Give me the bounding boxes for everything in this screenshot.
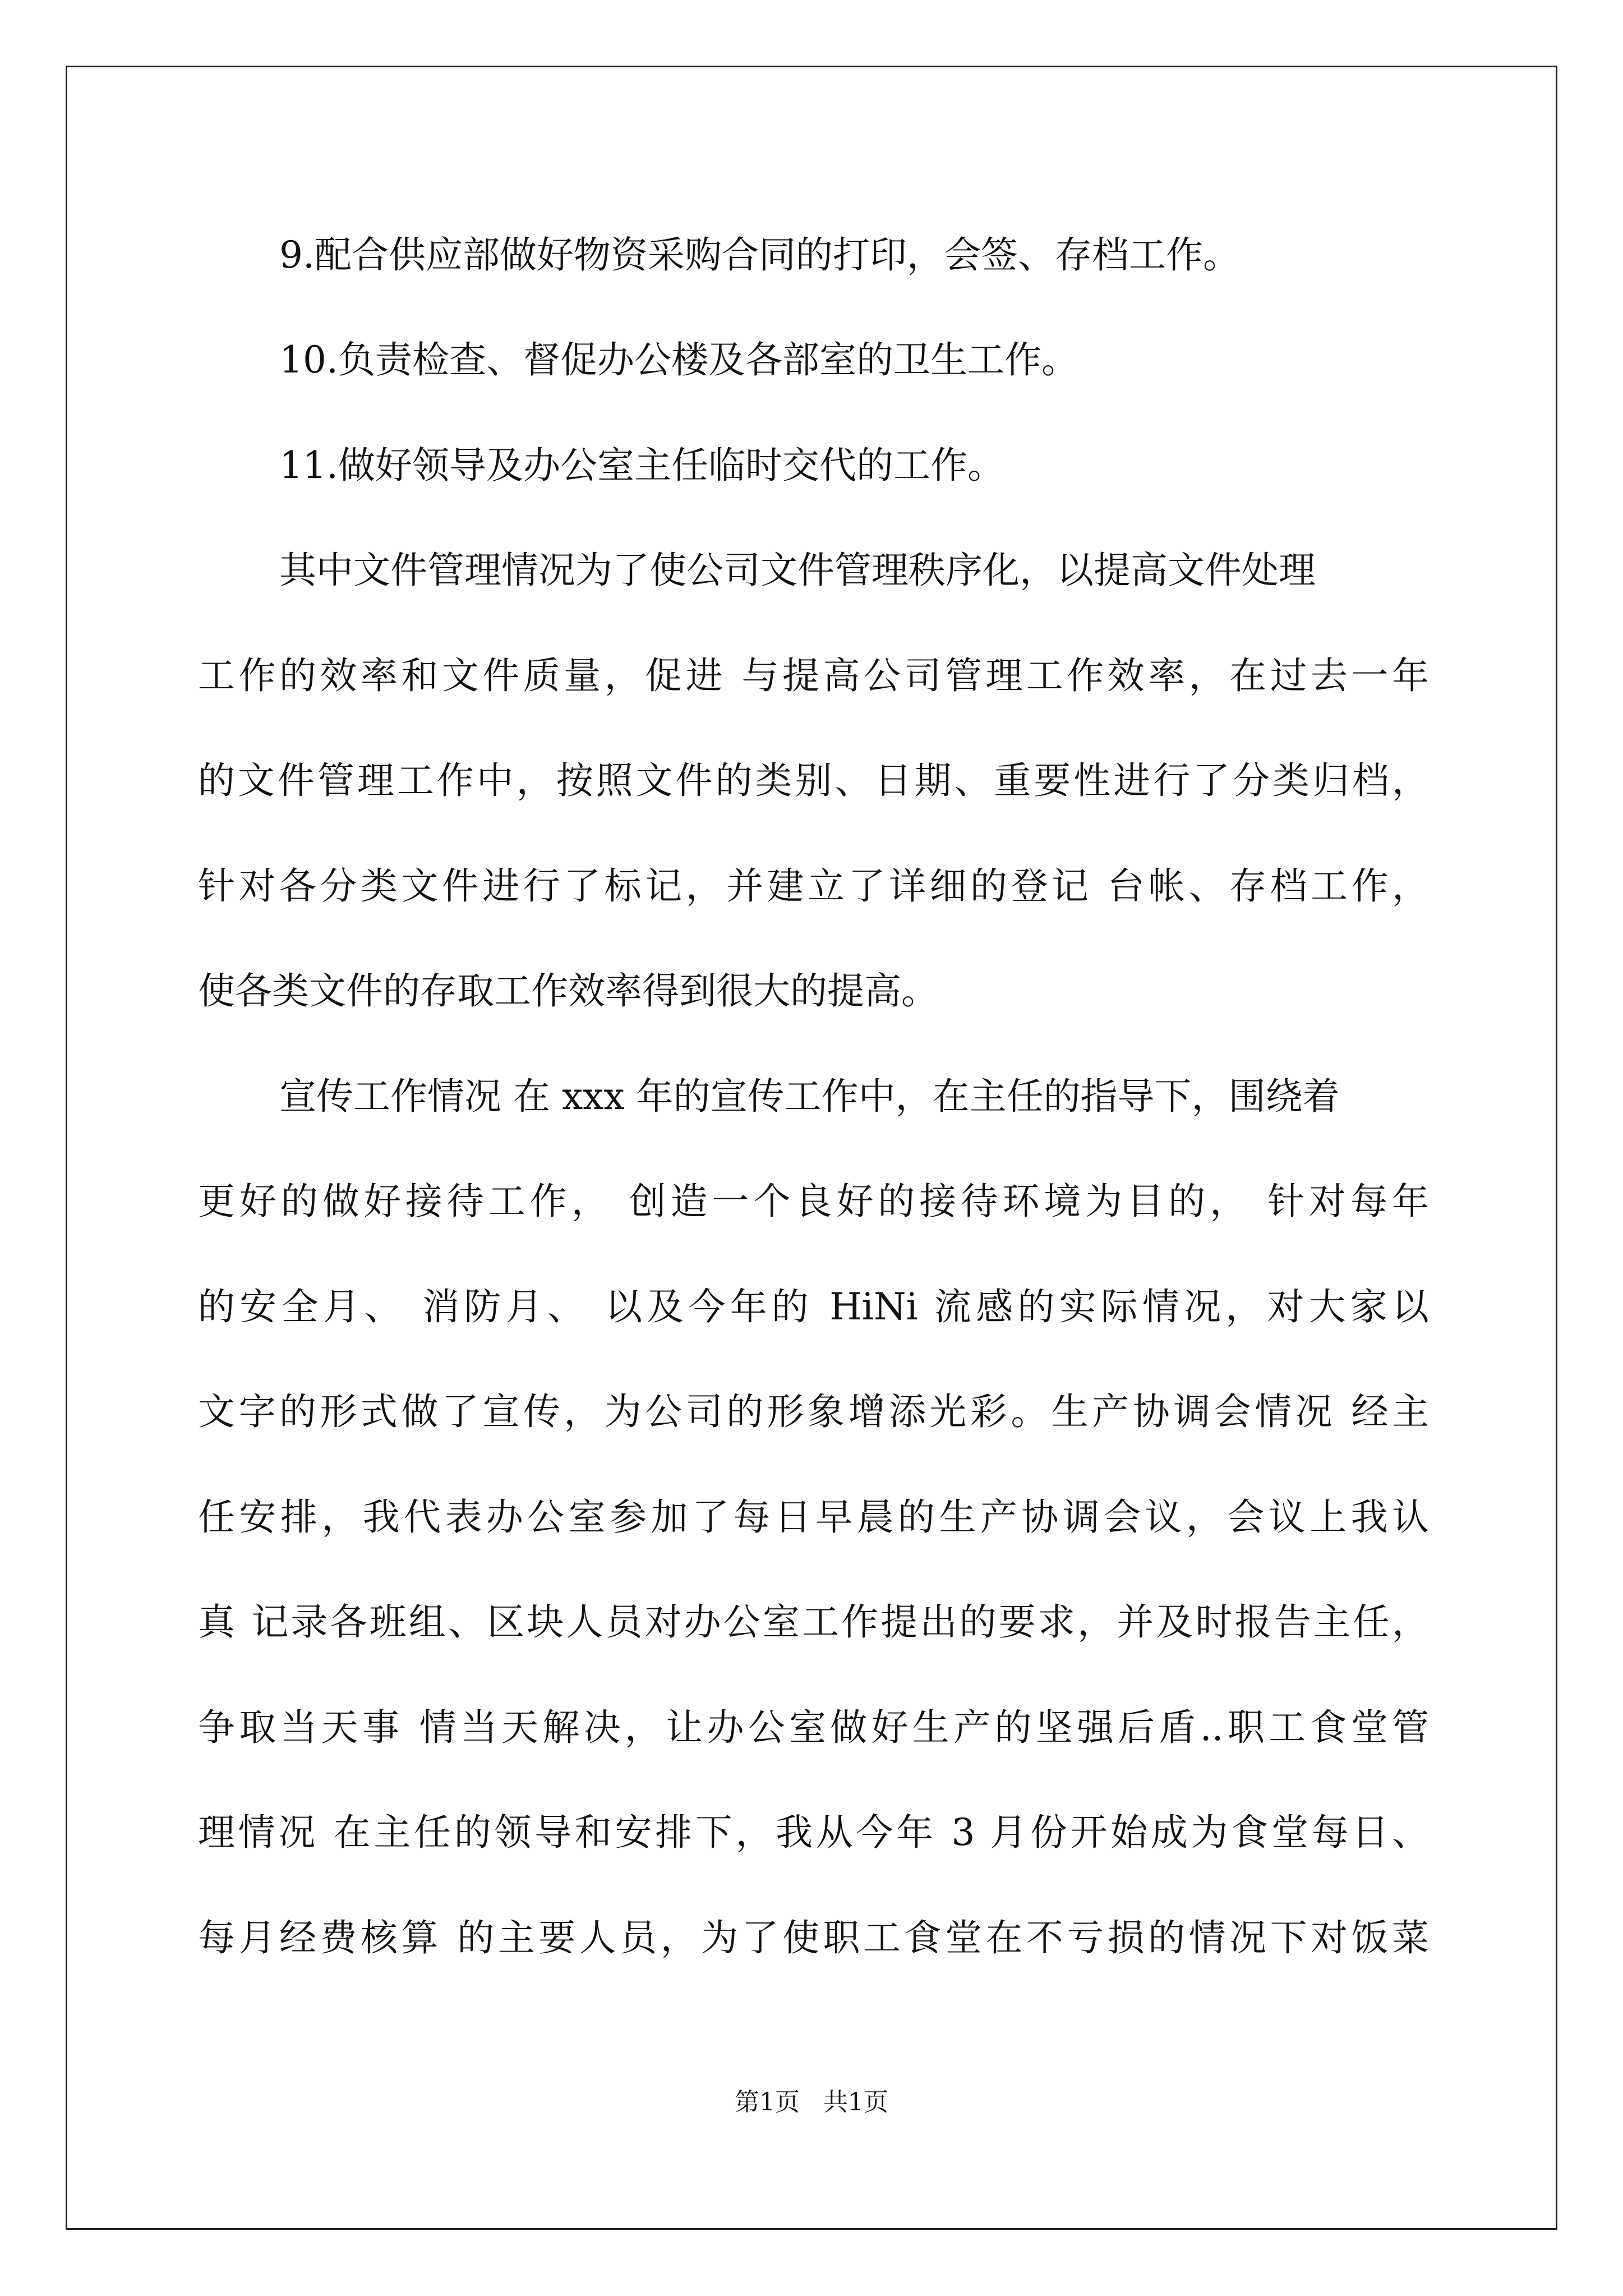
page-number: 第1页 共1页 <box>735 2088 888 2116</box>
text-line: 每月经费核算 的主要人员，为了使职工食堂在不亏损的情况下对饭菜 <box>198 1916 1429 1959</box>
text-line: 理情况 在主任的领导和安排下，我从今年 3 月份开始成为食堂每日、 <box>198 1811 1429 1854</box>
text-line: 争取当天事 情当天解决，让办公室做好生产的坚强后盾..职工食堂管 <box>198 1706 1429 1749</box>
text-line: 的文件管理工作中，按照文件的类别、日期、重要性进行了分类归档， <box>198 759 1429 802</box>
text-line: 10.负责检查、督促办公楼及各部室的卫生工作。 <box>279 338 1078 381</box>
text-line: 的安全月、 消防月、 以及今年的 HiNi 流感的实际情况，对大家以 <box>198 1285 1429 1328</box>
text-line: 工作的效率和文件质量，促进 与提高公司管理工作效率，在过去一年 <box>198 654 1429 697</box>
text-line: 宣传工作情况 在 xxx 年的宣传工作中，在主任的指导下，围绕着 <box>279 1075 1340 1118</box>
text-line: 其中文件管理情况为了使公司文件管理秩序化，以提高文件处理 <box>279 549 1316 592</box>
text-line: 更好的做好接待工作， 创造一个良好的接待环境为目的， 针对每年 <box>198 1180 1429 1223</box>
text-line: 文字的形式做了宣传，为公司的形象增添光彩。生产协调会情况 经主 <box>198 1390 1429 1433</box>
text-line: 9.配合供应部做好物资采购合同的打印，会签、存档工作。 <box>279 233 1240 277</box>
text-line: 任安排，我代表办公室参加了每日早晨的生产协调会议，会议上我认 <box>198 1496 1429 1539</box>
text-line: 真 记录各班组、区块人员对办公室工作提出的要求，并及时报告主任， <box>198 1600 1429 1644</box>
text-line: 使各类文件的存取工作效率得到很大的提高。 <box>198 969 938 1013</box>
text-line: 针对各分类文件进行了标记，并建立了详细的登记 台帐、存档工作， <box>198 864 1429 908</box>
text-line: 11.做好领导及办公室主任临时交代的工作。 <box>279 444 1004 487</box>
